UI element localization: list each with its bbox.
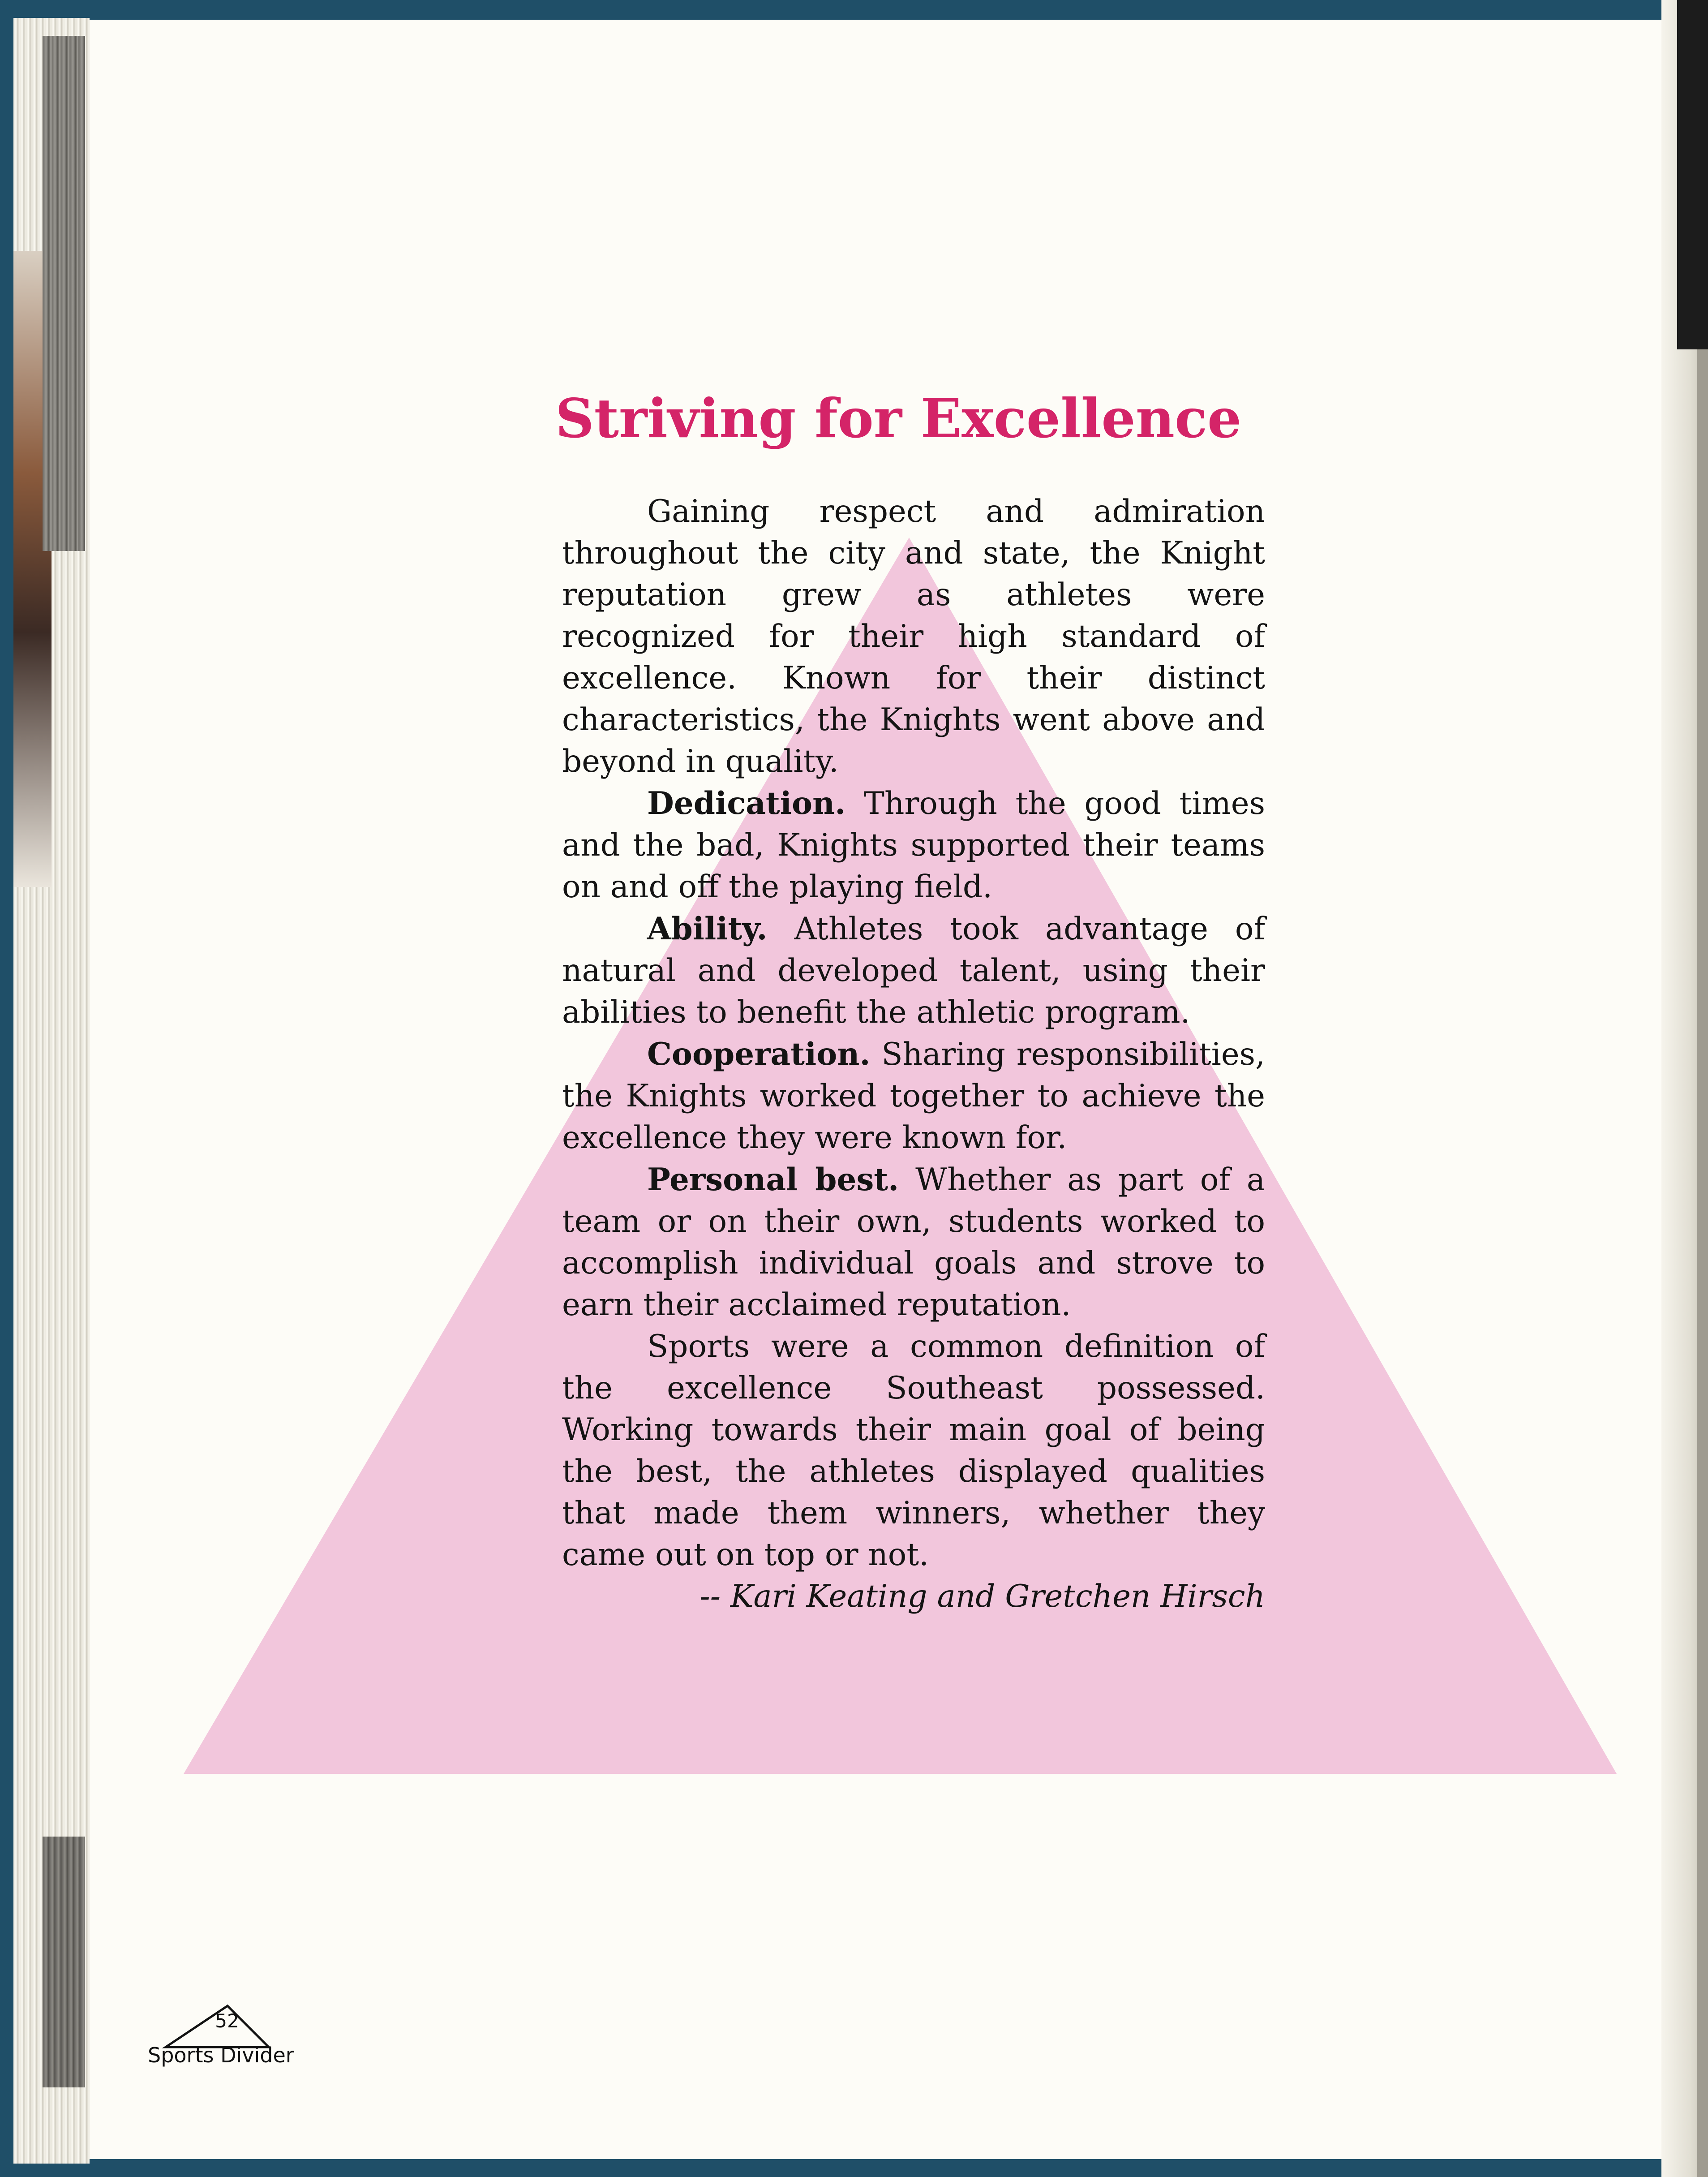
book-cover-edge-bottom xyxy=(0,2159,1708,2177)
page-number: 52 xyxy=(215,2010,239,2032)
book-spine-shadow xyxy=(43,36,85,551)
section-paragraph-dedication xyxy=(562,783,1265,908)
section-heading: Cooperation. xyxy=(647,1036,871,1072)
section-text: Through the good times and the bad, Knights supported their teams on and off the playing field. xyxy=(562,786,1265,905)
byline: -- Kari Keating and Gretchen Hirsch xyxy=(700,1579,1265,1614)
section-heading: Ability. xyxy=(647,911,768,947)
closing-paragraph: Sports were a common definition of the excellence Southeast possessed. Working towards their main goal of being the best, the athletes displayed qualities that made them winners, whether they came out on top or not. xyxy=(562,1329,1265,1573)
book-cover-edge-left xyxy=(0,0,13,2177)
section-heading: Dedication. xyxy=(647,785,846,822)
section-text: Athletes took advantage of natural and developed talent, using their abilities to benefit the athletic program. xyxy=(562,911,1265,1030)
intro-paragraph: Gaining respect and admiration throughout the city and state, the Knight reputation grew as athletes were recognized for their high standard of excellence. Known for their distinct characteristics, the Knights went above and beyond in quality. xyxy=(562,494,1265,779)
book-cover-edge-top xyxy=(0,0,1708,20)
page-edge-right-fold xyxy=(1697,349,1708,2177)
article-title: Striving for Excellence xyxy=(555,387,1242,450)
section-paragraph-ability xyxy=(562,908,1265,1033)
section-paragraph-cooperation xyxy=(562,1033,1265,1159)
section-paragraph-personal-best xyxy=(562,1159,1265,1326)
page-edge-right-shadow xyxy=(1677,0,1708,349)
section-heading: Personal best. xyxy=(647,1162,899,1198)
article-body xyxy=(562,491,1265,1618)
section-text: Sharing responsibilities, the Knights worked together to achieve the excellence they were known for. xyxy=(562,1037,1265,1156)
section-text: Whether as part of a team or on their own, students worked to accomplish individual goals and strove to earn their acclaimed reputation. xyxy=(562,1162,1265,1323)
book-spine-shadow-lower xyxy=(43,1837,85,2087)
section-label: Sports Divider xyxy=(148,2043,294,2067)
